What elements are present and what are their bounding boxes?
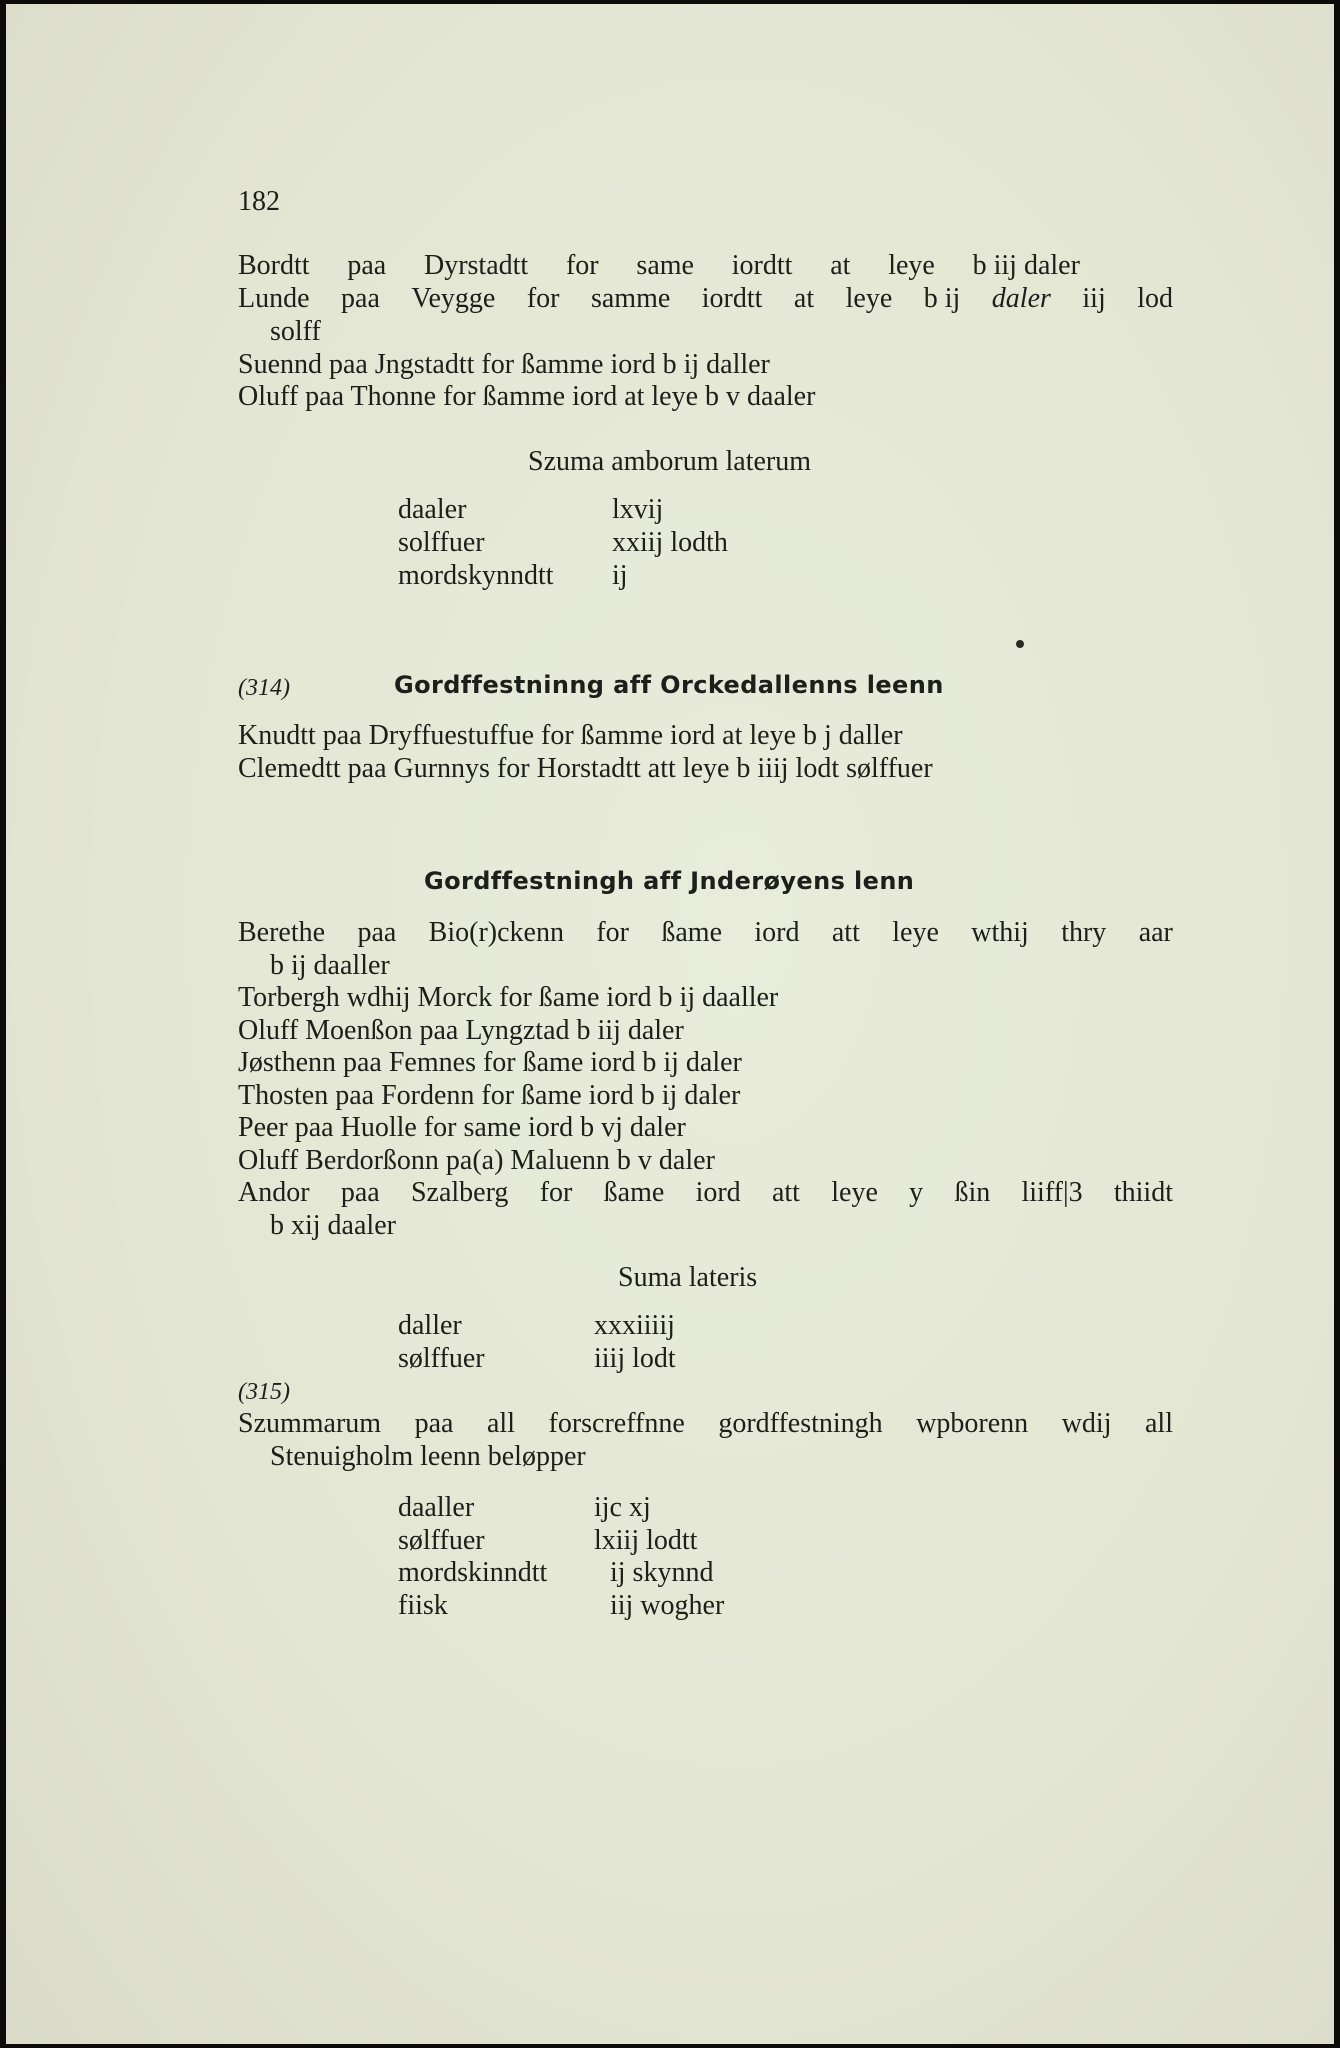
text-line: b xij daaler: [270, 1210, 396, 1241]
text-line: b ij daaller: [270, 950, 390, 981]
text-line: Knudtt paa Dryffuestuffue for ßamme iord at leye b j daller: [238, 720, 903, 751]
text-line: Berethe paa Bio(r)ckenn for ßame iord att leye wthij thry aar: [238, 917, 1173, 948]
summary-value: iij wogher: [610, 1590, 725, 1621]
summary-value: ij: [612, 560, 628, 591]
text-line: Torbergh wdhij Morck for ßame iord b ij daaller: [238, 982, 779, 1013]
text-line: Oluff paa Thonne for ßamme iord at leye b v daaler: [238, 381, 816, 412]
text-line: Oluff Moenßon paa Lyngztad b iij daler: [238, 1015, 684, 1046]
text-line: Szummarum paa all forscreffnne gordffestningh wpborenn wdij all: [238, 1408, 1173, 1439]
summary-value: xxiij lodth: [612, 527, 728, 558]
summary-value: lxiij lodtt: [594, 1525, 698, 1556]
summary-title: Szuma amborum laterum: [528, 446, 812, 477]
document-page: [6, 4, 1334, 2044]
text-line: Jøsthenn paa Femnes for ßame iord b ij daler: [238, 1047, 742, 1078]
summary-value: xxxiiiij: [594, 1310, 675, 1341]
summary-label: sølffuer: [398, 1343, 485, 1374]
text-line: solff: [270, 316, 321, 347]
section-heading: Gordffestningh aff Jnderøyens lenn: [424, 867, 915, 895]
page-number: 182: [238, 186, 280, 217]
text-line: Clemedtt paa Gurnnys for Horstadtt att leye b iiij lodt sølffuer: [238, 753, 933, 784]
summary-label: fiisk: [398, 1590, 448, 1621]
section-heading: Gordffestninng aff Orckedallenns leenn: [394, 671, 944, 699]
summary-value: ij skynnd: [610, 1557, 714, 1588]
text-line: Peer paa Huolle for same iord b vj daler: [238, 1112, 686, 1143]
summary-label: daaler: [398, 494, 467, 525]
text-line: Stenuigholm leenn beløpper: [270, 1441, 586, 1472]
text-line: Bordtt paa Dyrstadtt for same iordtt at leye b iij daler: [238, 250, 1080, 281]
summary-label: mordskinndtt: [398, 1557, 548, 1588]
text-line: Thosten paa Fordenn for ßame iord b ij daler: [238, 1080, 741, 1111]
summary-title: Suma lateris: [618, 1262, 758, 1293]
summary-label: daller: [398, 1310, 462, 1341]
summary-label: solffuer: [398, 527, 485, 558]
summary-label: sølffuer: [398, 1525, 485, 1556]
text-line: Lunde paa Veygge for samme iordtt at leye b ij daler iij lod: [238, 283, 1173, 314]
summary-value: iiij lodt: [594, 1343, 676, 1374]
summary-label: daaller: [398, 1492, 475, 1523]
summary-value: ijc xj: [594, 1492, 651, 1523]
text-line: Andor paa Szalberg for ßame iord att leye y ßin liiff|3 thiidt: [238, 1177, 1173, 1208]
section-number: (315): [238, 1379, 290, 1405]
summary-label: mordskynndtt: [398, 560, 554, 591]
section-number: (314): [238, 675, 290, 701]
text-line: Suennd paa Jngstadtt for ßamme iord b ij daller: [238, 349, 770, 380]
ink-dot: [1016, 640, 1024, 648]
text-line: Oluff Berdorßonn pa(a) Maluenn b v daler: [238, 1145, 715, 1176]
summary-value: lxvij: [612, 494, 664, 525]
